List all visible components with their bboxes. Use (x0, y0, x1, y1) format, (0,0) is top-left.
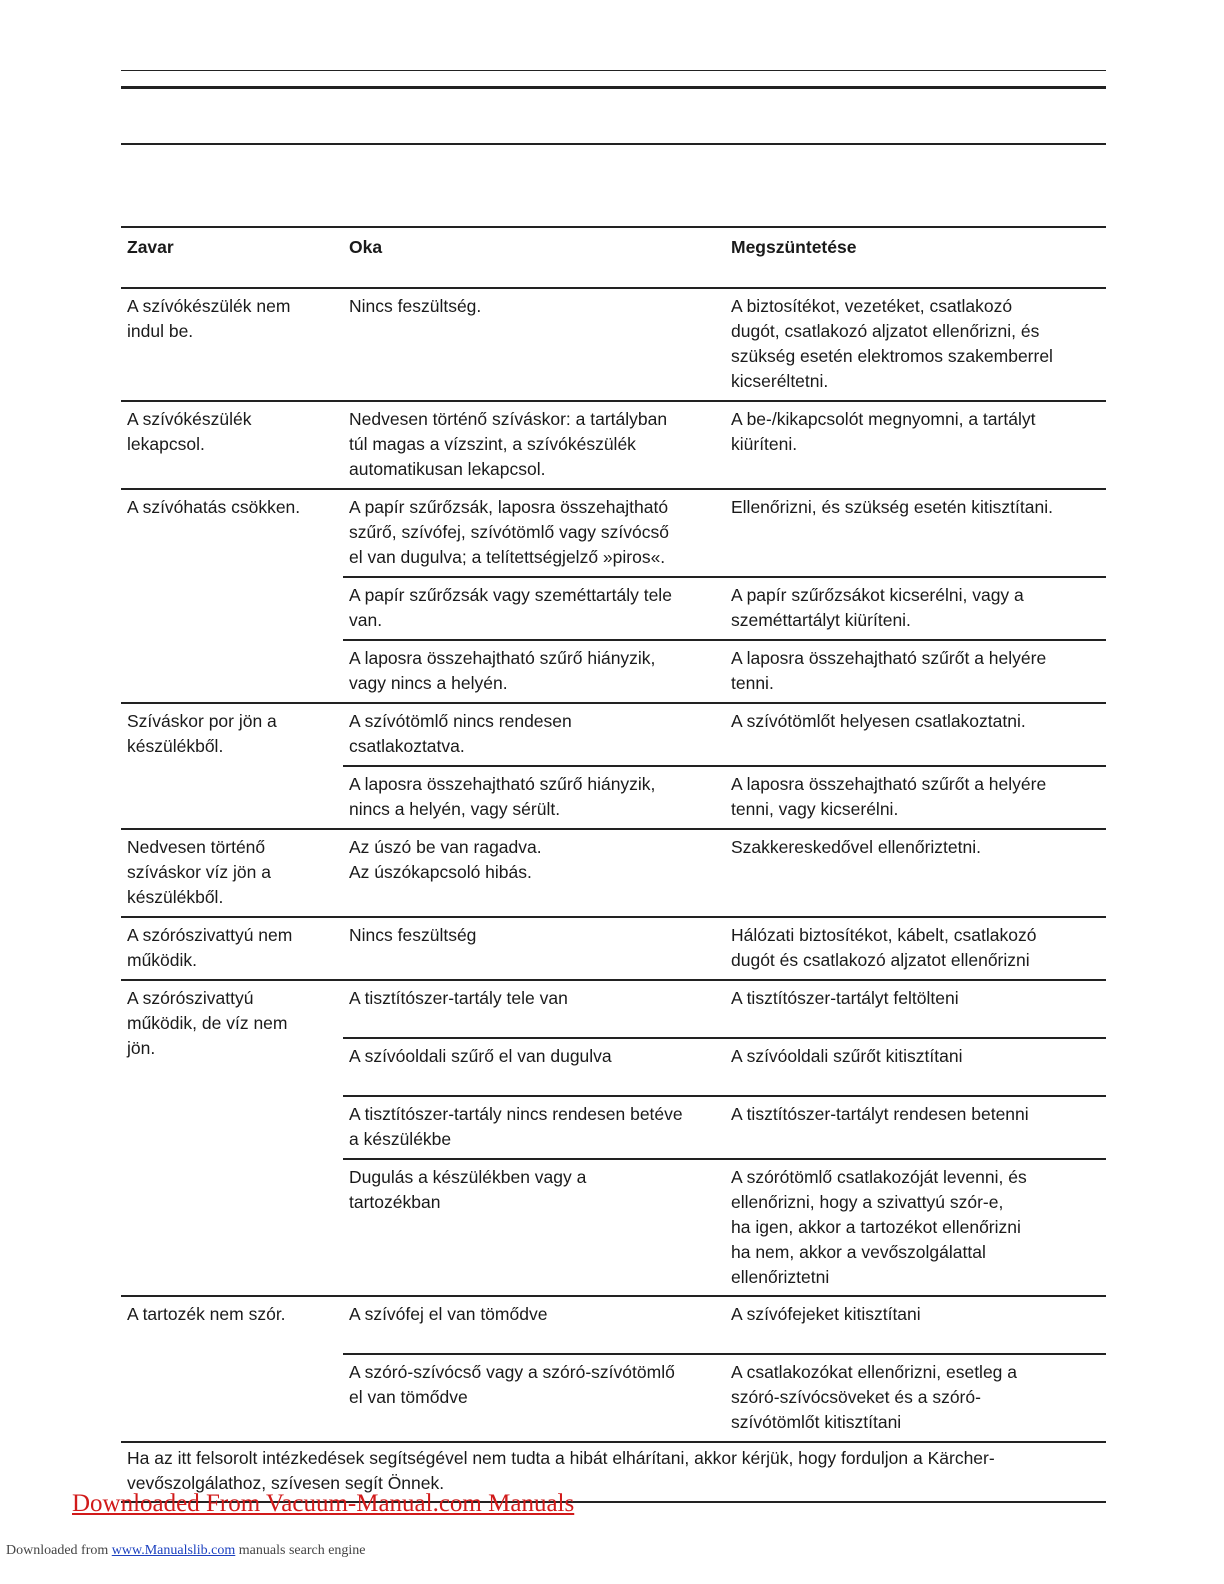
top-rule-thin (121, 70, 1106, 71)
table-row (121, 1296, 1106, 1354)
table-row (121, 917, 1106, 980)
cell-oka: Nincs feszültség. (343, 288, 725, 401)
cell-oka: Nincs feszültség (343, 917, 725, 980)
cell-oka: Dugulás a készülékben vagy a tartozékban (343, 1159, 725, 1296)
header-rule (121, 143, 1106, 145)
cell-oka: A laposra összehajtható szűrő hiányzik, nincs a helyén, vagy sérült. (343, 766, 725, 829)
table-row (121, 703, 1106, 766)
top-rule-thick (121, 86, 1106, 89)
table-row (121, 401, 1106, 489)
footer-prefix: Downloaded from (6, 1543, 112, 1558)
cell-megoldas: A szívótömlőt helyesen csatlakoztatni. (725, 703, 1106, 766)
cell-zavar: A szívókészülék nem indul be. (121, 288, 343, 401)
footer-suffix: manuals search engine (235, 1543, 366, 1558)
cell-megoldas: A csatlakozókat ellenőrizni, esetleg a szóró-szívócsöveket és a szóró- szívótömlőt kitisztítani (725, 1354, 1106, 1442)
cell-megoldas: Ellenőrizni, és szükség esetén kitisztítani. (725, 489, 1106, 577)
header-megszuntetese: Megszüntetése (725, 227, 1106, 288)
table-row (121, 980, 1106, 1038)
cell-megoldas: A szórótömlő csatlakozóját levenni, és ellenőrizni, hogy a szivattyú szór-e, ha igen, akkor a tartozékot ellenőrizni ha nem, akkor a vevőszolgálattal ellenőriztetni (725, 1159, 1106, 1296)
cell-megoldas: A tisztítószer-tartályt rendesen betenni (725, 1096, 1106, 1159)
cell-megoldas: Szakkereskedővel ellenőriztetni. (725, 829, 1106, 917)
troubleshooting-table (121, 226, 1106, 1443)
cell-zavar: Szíváskor por jön a készülékből. (121, 703, 343, 829)
cell-megoldas: A tisztítószer-tartályt feltölteni (725, 980, 1106, 1038)
table-header-row (121, 227, 1106, 288)
cell-megoldas: A papír szűrőzsákot kicserélni, vagy a szeméttartályt kiüríteni. (725, 577, 1106, 640)
table-row (121, 829, 1106, 917)
cell-megoldas: Hálózati biztosítékot, kábelt, csatlakozó dugót és csatlakozó aljzatot ellenőrizni (725, 917, 1106, 980)
cell-megoldas: A laposra összehajtható szűrőt a helyére tenni. (725, 640, 1106, 703)
cell-oka: A szívóoldali szűrő el van dugulva (343, 1038, 725, 1096)
cell-oka: A szívótömlő nincs rendesen csatlakoztatva. (343, 703, 725, 766)
cell-zavar: A tartozék nem szór. (121, 1296, 343, 1442)
cell-zavar: A szívóhatás csökken. (121, 489, 343, 703)
cell-oka: Az úszó be van ragadva. Az úszókapcsoló hibás. (343, 829, 725, 917)
cell-zavar: A szívókészülék lekapcsol. (121, 401, 343, 489)
header-oka: Oka (343, 227, 725, 288)
cell-megoldas: A be-/kikapcsolót megnyomni, a tartályt kiüríteni. (725, 401, 1106, 489)
footer (6, 1543, 366, 1559)
cell-megoldas: A laposra összehajtható szűrőt a helyére tenni, vagy kicserélni. (725, 766, 1106, 829)
header-zavar: Zavar (121, 227, 343, 288)
watermark-link[interactable]: Downloaded From Vacuum-Manual.com Manuals (72, 1490, 575, 1517)
support-note: Ha az itt felsorolt intézkedések segítségével nem tudta a hibát elhárítani, akkor kérjük, hogy forduljon a Kärcher-vevőszolgálathoz, szívesen segít Önnek. (127, 1448, 995, 1493)
cell-oka: A papír szűrőzsák, laposra összehajtható szűrő, szívófej, szívótömlő vagy szívócső el van dugulva; a telítettségjelző »piros«. (343, 489, 725, 577)
manualslib-link[interactable]: www.Manualslib.com (111, 1543, 236, 1558)
cell-megoldas: A szívóoldali szűrőt kitisztítani (725, 1038, 1106, 1096)
cell-zavar: Nedvesen történő szíváskor víz jön a készülékből. (121, 829, 343, 917)
table-row (121, 288, 1106, 401)
cell-zavar: A szórószivattyú működik, de víz nem jön. (121, 980, 343, 1296)
cell-oka: A szívófej el van tömődve (343, 1296, 725, 1354)
cell-oka: A papír szűrőzsák vagy szeméttartály tele van. (343, 577, 725, 640)
cell-oka: A tisztítószer-tartály tele van (343, 980, 725, 1038)
cell-megoldas: A biztosítékot, vezetéket, csatlakozó dugót, csatlakozó aljzatot ellenőrizni, és szükség esetén elektromos szakemberrel kicseréltetni. (725, 288, 1106, 401)
cell-oka: A tisztítószer-tartály nincs rendesen betéve a készülékbe (343, 1096, 725, 1159)
cell-zavar: A szórószivattyú nem működik. (121, 917, 343, 980)
cell-megoldas: A szívófejeket kitisztítani (725, 1296, 1106, 1354)
cell-oka: A szóró-szívócső vagy a szóró-szívótömlő el van tömődve (343, 1354, 725, 1442)
table-row (121, 489, 1106, 577)
cell-oka: A laposra összehajtható szűrő hiányzik, vagy nincs a helyén. (343, 640, 725, 703)
cell-oka: Nedvesen történő szíváskor: a tartályban túl magas a vízszint, a szívókészülék automatikusan lekapcsol. (343, 401, 725, 489)
